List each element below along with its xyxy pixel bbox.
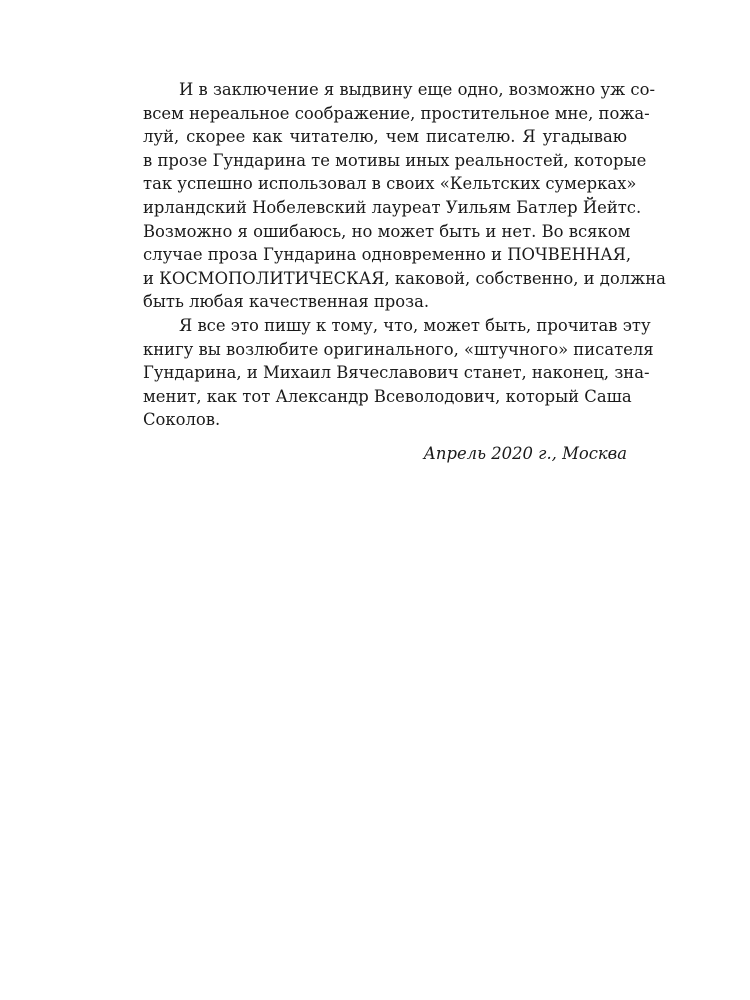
text-line: луй, скорее как читателю, чем писателю. Я угадываю: [143, 127, 627, 147]
text-line: всем нереальное соображение, простительное мне, пожа-: [143, 103, 650, 123]
text-line: Гундарина, и Михаил Вячеславович станет, наконец, зна-: [143, 363, 650, 383]
text-line: так успешно использовал в своих «Кельтских сумерках»: [143, 174, 637, 194]
text-line: Соколов.: [143, 410, 221, 430]
text-line: в прозе Гундарина те мотивы иных реальностей, которые: [143, 150, 647, 170]
text-line: и КОСМОПОЛИТИЧЕСКАЯ, каковой, собственно, и должна: [143, 268, 666, 288]
text-line: Я все это пишу к тому, что, может быть, прочитав эту: [179, 315, 651, 335]
paragraph-2: [143, 314, 654, 432]
text-line: И в заключение я выдвину еще одно, возможно уж со-: [179, 80, 655, 99]
document-page: [143, 78, 666, 466]
text-line: быть любая качественная проза.: [143, 292, 430, 312]
text-line: ирландский Нобелевский лауреат Уильям Батлер Йейтс.: [143, 197, 642, 217]
text-line: случае проза Гундарина одновременно и ПОЧВЕННАЯ,: [143, 245, 632, 265]
text-line: менит, как тот Александр Всеволодович, который Саша: [143, 386, 632, 406]
paragraph-1: [143, 78, 666, 314]
text-line: Возможно я ошибаюсь, но может быть и нет. Во всяком: [143, 221, 631, 241]
signature-date-place: Апрель 2020 г., Москва: [423, 443, 627, 463]
text-line: книгу вы возлюбите оригинального, «штучного» писателя: [143, 339, 654, 359]
